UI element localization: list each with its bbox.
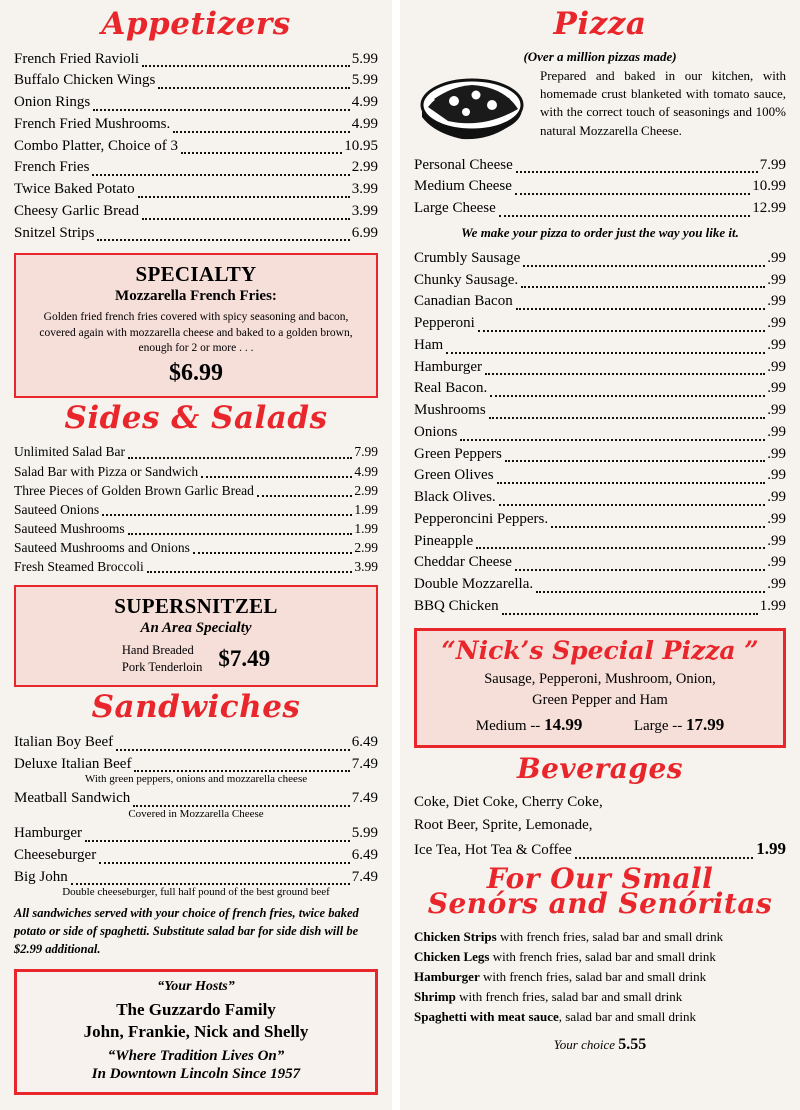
pizza-toppings-list (414, 248, 786, 618)
item-price: .99 (767, 576, 786, 593)
item-name: Mushrooms (414, 402, 486, 419)
specialty-description: Golden fried french fries covered with spicy seasoning and bacon, covered again with mozzarella cheese and baked to a golden brown, enough for 2 or more . . . (39, 311, 353, 355)
leader-dots (575, 847, 753, 859)
item-price: .99 (767, 249, 786, 266)
item-description: With green peppers, onions and mozzarella cheese (84, 773, 308, 786)
pizza-heading: Pizza (553, 6, 647, 42)
item-name: Pepperoni (414, 315, 475, 332)
list-item (414, 270, 786, 292)
item-price: 2.99 (351, 159, 378, 176)
leader-dots (497, 472, 766, 484)
leader-dots (97, 229, 349, 241)
supersnitzel-subtitle: An Area Specialty (140, 620, 252, 637)
item-price: .99 (767, 336, 786, 353)
list-item (414, 176, 786, 198)
item-name: BBQ Chicken (414, 597, 499, 614)
item-price: 1.99 (354, 501, 378, 517)
item-name: Ice Tea, Hot Tea & Coffee (414, 842, 572, 859)
list-item (414, 444, 786, 466)
kids-heading-line1: For Our Small (486, 861, 714, 895)
leader-dots (134, 760, 349, 772)
list-item (414, 378, 786, 400)
list-item (414, 927, 786, 947)
list-item (14, 481, 378, 500)
item-description: with french fries, salad bar and small drink (496, 928, 724, 944)
item-price: 2.99 (354, 540, 378, 556)
leader-dots (523, 255, 765, 267)
specialty-box (14, 253, 378, 398)
item-name: Meatball Sandwich (14, 790, 131, 807)
item-price: 7.49 (351, 790, 378, 807)
item-price: .99 (767, 358, 786, 375)
leader-dots (499, 494, 766, 506)
item-name: French Fried Mushrooms. (14, 115, 171, 132)
item-description: with french fries, salad bar and small drink (479, 969, 707, 985)
item-name: Onion Rings (14, 94, 91, 111)
left-column (0, 0, 392, 1110)
list-item (14, 92, 378, 114)
item-price: .99 (767, 445, 786, 462)
sandwiches-heading: Sandwiches (91, 689, 301, 726)
pizza-intro-text: Prepared and baked in our kitchen, with homemade crust blanketed with tomato sauce, with the correct touch of seasonings and 100% natural Mozzarella Cheese. (540, 67, 786, 138)
item-name: Cheesy Garlic Bread (14, 202, 139, 219)
list-item (14, 732, 378, 754)
leader-dots (502, 603, 758, 615)
pizza-intro (414, 67, 786, 147)
item-name: Personal Cheese (414, 156, 513, 173)
item-price: 4.99 (351, 115, 378, 132)
supersnitzel-title: SUPERSNITZEL (114, 594, 278, 619)
leader-dots (478, 320, 765, 332)
item-name: Shrimp (414, 989, 456, 1005)
list-item (14, 114, 378, 136)
item-price: 7.49 (351, 755, 378, 772)
sandwiches-list (14, 732, 378, 899)
list-item (14, 500, 378, 519)
list-item (14, 223, 378, 245)
item-name: Pepperoncini Peppers. (414, 510, 549, 527)
appetizers-heading: Appetizers (101, 6, 291, 42)
item-name: Real Bacon. (414, 380, 488, 397)
item-price: 1.99 (756, 839, 786, 859)
list-item (14, 442, 378, 461)
medium-label: Medium -- (475, 718, 541, 735)
item-name: Hamburger (414, 969, 480, 985)
list-item (414, 422, 786, 444)
item-price: .99 (767, 380, 786, 397)
leader-dots (173, 121, 350, 133)
list-item (14, 462, 378, 481)
item-price: 5.99 (351, 72, 378, 89)
list-item (414, 574, 786, 596)
item-description: with french fries, salad bar and small drink (455, 989, 683, 1005)
list-item (414, 552, 786, 574)
item-name: Chunky Sausage. (414, 271, 519, 288)
leader-dots (142, 55, 350, 67)
list-item (14, 867, 378, 889)
leader-dots (499, 205, 750, 217)
item-price: 3.99 (354, 559, 378, 575)
list-item (14, 823, 378, 845)
item-name: French Fries (14, 159, 90, 176)
leader-dots (490, 385, 765, 397)
special-pizza-line2: Green Pepper and Ham (532, 692, 668, 709)
list-item (414, 465, 786, 487)
list-item (14, 788, 378, 810)
leader-dots (138, 186, 350, 198)
supersnitzel-price: $7.49 (218, 646, 271, 672)
leader-dots (116, 739, 350, 751)
right-column (400, 0, 800, 1110)
item-name: Double Mozzarella. (414, 576, 534, 593)
item-price: 3.99 (351, 181, 378, 198)
item-name: Snitzel Strips (14, 224, 95, 241)
list-item (414, 509, 786, 531)
kids-choice-label: Your choice (553, 1037, 616, 1053)
list-item (414, 487, 786, 509)
leader-dots (516, 161, 758, 173)
pizza-size-list (414, 155, 786, 220)
supersnitzel-box (14, 585, 378, 687)
item-description: Covered in Mozzarella Cheese (128, 808, 264, 821)
item-price: 5.99 (351, 50, 378, 67)
item-price: 6.49 (351, 733, 378, 750)
leader-dots (147, 561, 353, 573)
item-name: Salad Bar with Pizza or Sandwich (14, 463, 199, 479)
leader-dots (485, 363, 765, 375)
item-price: .99 (767, 271, 786, 288)
list-item (14, 179, 378, 201)
leader-dots (516, 298, 766, 310)
item-name: French Fried Ravioli (14, 50, 139, 67)
item-name: Crumbly Sausage (414, 249, 521, 266)
leader-dots (133, 795, 350, 807)
item-name: Sauteed Mushrooms and Onions (14, 540, 190, 556)
item-name: Deluxe Italian Beef (14, 755, 132, 772)
item-name: Twice Baked Potato (14, 181, 135, 198)
list-item (414, 596, 786, 618)
list-item (14, 754, 378, 776)
item-name: Sauteed Mushrooms (14, 521, 125, 537)
leader-dots (71, 873, 350, 885)
leader-dots (142, 208, 350, 220)
item-name: Black Olives. (414, 489, 496, 506)
leader-dots (515, 559, 765, 571)
item-price: .99 (767, 293, 786, 310)
list-item (14, 136, 378, 158)
leader-dots (128, 523, 353, 535)
list-item (14, 519, 378, 538)
large-price: 17.99 (686, 715, 725, 735)
item-price: 6.99 (351, 224, 378, 241)
list-item (14, 845, 378, 867)
special-pizza-prices (425, 715, 775, 735)
item-price: 2.99 (354, 482, 378, 498)
list-item (14, 201, 378, 223)
leader-dots (158, 77, 349, 89)
item-name: Hamburger (14, 825, 83, 842)
list-item (14, 157, 378, 179)
leader-dots (92, 164, 349, 176)
list-item (14, 70, 378, 92)
list-item (414, 531, 786, 553)
item-name: Onions (414, 423, 458, 440)
large-label: Large -- (633, 718, 683, 735)
item-name: Medium Cheese (414, 178, 512, 195)
special-pizza-line1: Sausage, Pepperoni, Mushroom, Onion, (484, 671, 716, 688)
leader-dots (257, 485, 352, 497)
item-price: 7.49 (351, 868, 378, 885)
leader-dots (505, 450, 765, 462)
beverages-list (414, 791, 786, 862)
item-name: Cheddar Cheese (414, 554, 512, 571)
item-name: Spaghetti with meat sauce (414, 1009, 559, 1025)
item-name: Italian Boy Beef (14, 733, 114, 750)
item-name: Combo Platter, Choice of 3 (14, 137, 178, 154)
specialty-subtitle: Mozzarella French Fries: (115, 288, 277, 305)
list-item (14, 538, 378, 557)
item-name: Large Cheese (414, 200, 496, 217)
sandwiches-footnote: All sandwiches served with your choice of french fries, twice baked potato or side of spaghetti. Substitute salad bar for side dish will be $2.99 additional. (14, 906, 359, 956)
kids-choice-price: 5.55 (618, 1036, 647, 1054)
item-price: 1.99 (354, 521, 378, 537)
beverages-line2: Root Beer, Sprite, Lemonade, (414, 816, 593, 833)
item-price: 3.99 (351, 202, 378, 219)
medium-price: 14.99 (544, 715, 583, 735)
leader-dots (521, 276, 765, 288)
item-name: Fresh Steamed Broccoli (14, 559, 144, 575)
item-price: .99 (767, 423, 786, 440)
item-price: .99 (767, 467, 786, 484)
list-item (414, 947, 786, 967)
item-name: Sauteed Onions (14, 501, 100, 517)
list-item (414, 1007, 786, 1027)
item-price: .99 (767, 510, 786, 527)
item-name: Green Olives (414, 467, 494, 484)
leader-dots (193, 542, 353, 554)
item-price: 7.99 (354, 444, 378, 460)
item-name: Ham (414, 336, 444, 353)
item-price: 1.99 (759, 597, 786, 614)
leader-dots (446, 342, 765, 354)
special-pizza-title: “Nick’s Special Pizza ” (441, 635, 759, 665)
leader-dots (93, 99, 349, 111)
hosts-box (14, 969, 378, 1095)
leader-dots (99, 852, 350, 864)
item-name: Chicken Legs (414, 948, 490, 964)
list-item (414, 836, 786, 862)
item-price: 10.95 (344, 137, 378, 154)
item-price: .99 (767, 402, 786, 419)
list-item (414, 198, 786, 220)
hosts-title: “Your Hosts” (157, 978, 235, 994)
leader-dots (460, 429, 765, 441)
item-price: 10.99 (752, 178, 786, 195)
item-price: 4.99 (351, 94, 378, 111)
supersnitzel-line1: Hand Breaded (121, 643, 194, 658)
beverages-heading: Beverages (516, 752, 684, 786)
specialty-price: $6.99 (169, 359, 223, 386)
hosts-since: In Downtown Lincoln Since 1957 (91, 1065, 301, 1082)
sides-list (14, 442, 378, 576)
leader-dots (102, 504, 352, 516)
item-name: Cheeseburger (14, 846, 97, 863)
kids-choice (414, 1033, 786, 1058)
pizza-order-note: We make your pizza to order just the way you like it. (461, 224, 739, 240)
item-price: .99 (767, 315, 786, 332)
item-name: Canadian Bacon (414, 293, 513, 310)
sides-heading: Sides & Salads (64, 399, 328, 436)
pizza-subheading: (Over a million pizzas made) (523, 48, 677, 64)
item-description: with french fries, salad bar and small drink (489, 948, 716, 964)
specialty-title: SPECIALTY (135, 262, 257, 287)
list-item (414, 400, 786, 422)
item-price: 7.99 (759, 156, 786, 173)
leader-dots (536, 581, 765, 593)
hosts-tagline: “Where Tradition Lives On” (107, 1047, 285, 1064)
item-price: .99 (767, 554, 786, 571)
supersnitzel-line2: Pork Tenderloin (121, 660, 203, 675)
list-item (14, 49, 378, 71)
item-price: .99 (767, 532, 786, 549)
leader-dots (515, 183, 750, 195)
beverages-line1: Coke, Diet Coke, Cherry Coke, (414, 794, 603, 811)
list-item (414, 313, 786, 335)
list-item (414, 335, 786, 357)
item-name: Unlimited Salad Bar (14, 444, 125, 460)
leader-dots (476, 537, 765, 549)
item-price: .99 (767, 489, 786, 506)
item-name: Pineapple (414, 532, 474, 549)
kids-heading-line2: Senórs and Senóritas (427, 887, 773, 921)
leader-dots (551, 516, 765, 528)
pizza-slice-icon (414, 67, 532, 147)
list-item (414, 291, 786, 313)
leader-dots (85, 830, 350, 842)
leader-dots (128, 447, 352, 459)
item-name: Green Peppers (414, 445, 502, 462)
item-name: Chicken Strips (414, 928, 497, 944)
list-item (414, 967, 786, 987)
item-description: , salad bar and small drink (558, 1009, 696, 1025)
leader-dots (181, 142, 342, 154)
item-name: Three Pieces of Golden Brown Garlic Bread (14, 482, 254, 498)
hosts-family: The Guzzardo Family (116, 999, 276, 1019)
item-price: 12.99 (752, 200, 786, 217)
item-price: 4.99 (354, 463, 378, 479)
item-name: Big John (14, 868, 68, 885)
item-price: 6.49 (351, 846, 378, 863)
appetizers-list (14, 49, 378, 245)
list-item (414, 357, 786, 379)
item-name: Buffalo Chicken Wings (14, 72, 156, 89)
item-description: Double cheeseburger, full half pound of the best ground beef (62, 886, 330, 899)
leader-dots (201, 466, 352, 478)
leader-dots (489, 407, 766, 419)
item-name: Hamburger (414, 358, 483, 375)
hosts-names: John, Frankie, Nick and Shelly (83, 1021, 309, 1041)
list-item (414, 155, 786, 177)
kids-list (414, 927, 786, 1059)
list-item (414, 987, 786, 1007)
list-item (414, 248, 786, 270)
list-item (14, 557, 378, 576)
item-price: 5.99 (351, 825, 378, 842)
nicks-special-pizza-box (414, 628, 786, 749)
